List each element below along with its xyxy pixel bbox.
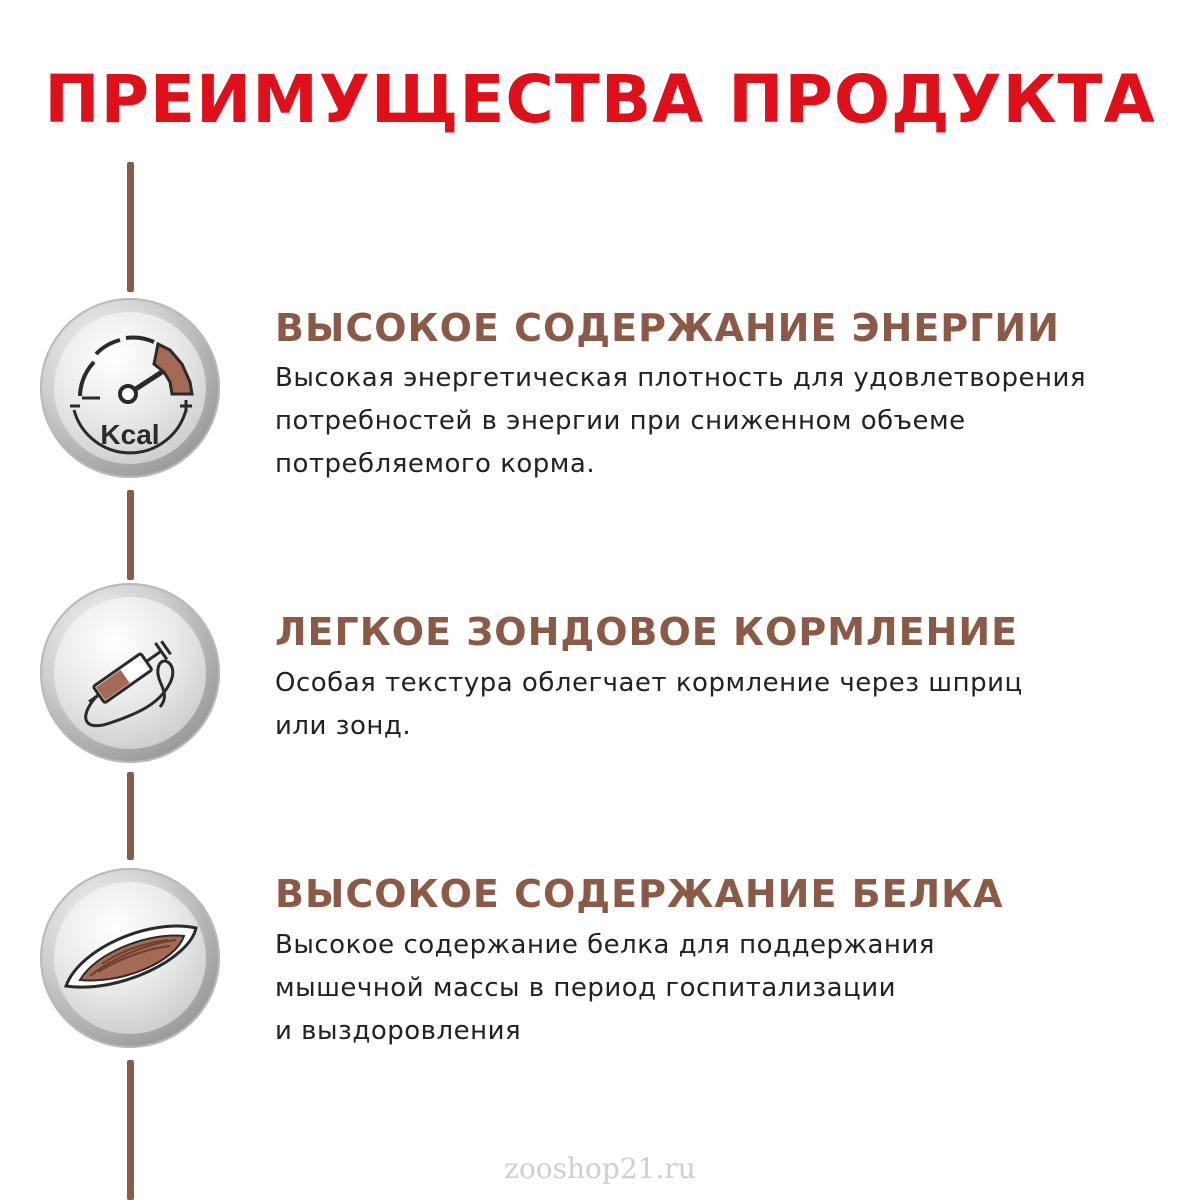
benefit-title-protein: ВЫСОКОЕ СОДЕРЖАНИЕ БЕЛКА (275, 872, 1004, 916)
timeline-segment (127, 490, 134, 580)
timeline-segment (127, 162, 134, 292)
benefit-title-energy: ВЫСОКОЕ СОДЕРЖАНИЕ ЭНЕРГИИ (275, 306, 1060, 350)
desc-line: Высокая энергетическая плотность для удовлетворения (275, 363, 1086, 393)
benefit-desc-tube-feeding (275, 662, 1195, 748)
desc-line: потребляемого корма. (275, 449, 596, 479)
page-title: ПРЕИМУЩЕСТВА ПРОДУКТА (44, 61, 1156, 138)
kcal-gauge-icon (40, 298, 220, 478)
syringe-badge (40, 583, 220, 763)
benefit-title-tube-feeding: ЛЕГКОЕ ЗОНДОВОЕ КОРМЛЕНИЕ (275, 610, 1019, 654)
desc-line: или зонд. (275, 711, 412, 741)
protein-badge (40, 868, 220, 1048)
syringe-tube-icon (40, 583, 220, 763)
benefit-desc-protein (275, 924, 1195, 1053)
kcal-badge (40, 298, 220, 478)
watermark: zooshop21.ru (504, 1152, 696, 1185)
timeline-segment (127, 772, 134, 860)
benefit-desc-energy (275, 357, 1195, 486)
muscle-icon (40, 868, 220, 1048)
desc-line: Особая текстура облегчает кормление через шприц (275, 668, 1023, 698)
desc-line: и выздоровления (275, 1016, 522, 1046)
kcal-label: Kcal (100, 419, 160, 450)
desc-line: потребностей в энергии при сниженном объеме (275, 406, 966, 436)
desc-line: Высокое содержание белка для поддержания (275, 930, 935, 960)
desc-line: мышечной массы в период госпитализации (275, 973, 897, 1003)
